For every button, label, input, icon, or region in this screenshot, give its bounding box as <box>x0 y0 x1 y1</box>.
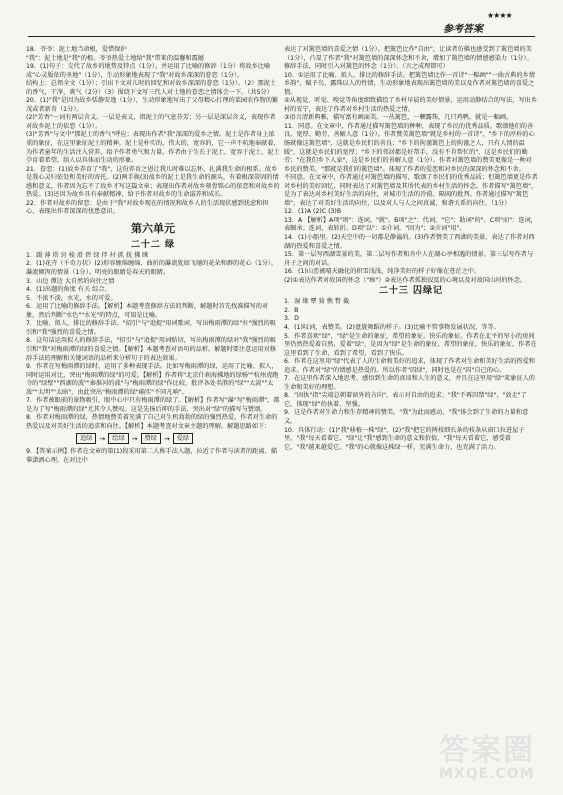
answer-paragraph: 22．作者对故乡的留恋：是由于"我"对故乡现在的情况和故乡人的生活现状感到忧虑和担心，表现出作者深深的忧患意识。 <box>26 199 269 216</box>
unit-title: 第六单元 <box>131 221 175 235</box>
answer-paragraph: 11．同意。在文章中，作者通过描写篱笆墙的种种，表现了乡民的优秀品质，歌颂他们的善良、宽厚、勤劳、善解人意（1分）。作者赞美篱笆墙"就是乡村的一首诗"，"乡下的淳朴的心肠就像这篱笆墙"，这就是乡民们的善良；"乡下的拘谨篱笆上的拘谨之人，只有人情的温暖"，这就是乡民们的宽厚；"乡下的邻居都是好帮手，没有不肯帮忙的"，这是乡民们的勤劳；"在我们乡下人家"，这是乡民们的善解人意（1分）。作者对篱笆墙的赞美更像是一种对乡民的赞美，"那就是我们的篱笆墙"。体现了作者的爱恋和对乡民的深深的怀念和不舍。 <box>284 122 535 173</box>
answer-paragraph: 8．这句话运用拟人的修辞手法，"招引"与"追捉"用词贴切，写出梅雨潭的绿对"我"强烈的吸引和"我"对梅雨潭的绿的喜爱之情。【解析】本题考查对语句的品析。解题时要注意运用对修辞手法的理解和关键词语的品析来分析句子的表达效果。 <box>26 337 277 362</box>
answer-paragraph: 9．作者在写梅雨潭的绿时，运用了多种表现手法。比如写梅雨潭的绿，运用了比喻、拟人，同时运用对比，突出"梅雨潭的绿"的可爱。【解析】作者将"北京什刹海拂地的绿杨""杭州虎跑寺的"绿壁""西湖的波""秦淮河的波"与"梅雨潭的绿"作比较，批评各处名胜的"绿""太淡""太浓""太明""太暗"，由此突出"梅雨潭的绿"确实"不同凡响"。 <box>26 363 279 396</box>
right-column <box>284 46 538 452</box>
lesson-23-title: 二十三 囚绿记 <box>378 286 444 297</box>
answer-paragraph: ③语言清新典雅，描写富有画面美。一丛篱笆，一颗露珠，几只鸡鸭，就是一幅画。 <box>284 114 513 122</box>
header-stars-icon: ★★★★ <box>487 11 512 20</box>
answer-paragraph: 1．蹑 薄 塔 窍 棱 滑 碧 绿 伴 衬 抓 抚 拂 睐 <box>26 251 149 259</box>
left-tail-paragraph-list <box>26 448 280 465</box>
answer-paragraph: 9．【答案示例】作者在文章的第(1)段采用第二人称手法入题，拉近了作者与读者的距离，描摹潇洒心理，在对比中 <box>26 448 277 464</box>
answer-paragraph: 1．湿 缘 覃 猗 憔 瞥 截 <box>284 298 350 306</box>
answer-paragraph: 2．B <box>284 306 299 314</box>
answer-paragraph: 4．(1)叹词，表赞美。(2)盘旋舞蹈的样子。(3)比喻不管事物发展状况，等等。 <box>284 323 500 331</box>
header-rule <box>28 36 535 37</box>
flow-step: 绘绿 <box>108 433 128 444</box>
answer-paragraph: 9．这是作者对生命力和生存精神的赞美，"我"为此而感动，"我"体会到了生命的力量和意义。 <box>284 409 529 425</box>
flow-step: 追绿 <box>76 433 96 444</box>
answer-paragraph: 6．运用了比喻的修辞手法。【解析】本题考查修辞方法的判断，解题时首先找准描写的对象，然后判断"水色""水光"的特点，可知是比喻。 <box>26 303 269 319</box>
right-paragraph-list <box>284 46 538 285</box>
answer-paragraph: 6．作者在这里用"绿"代表了人的生命和美好的追求，体现了作者对生命和美好生活的热爱和追求。作者对"绿"的情感是热爱的。所以作者"囚绿"，同时也是在"囚"自己的心。 <box>284 358 535 374</box>
answer-paragraph: 8．"固执"指"尖端总朝着窗外的方向"，表示对自由的追求；"我"不再囚禁"绿"，"放走"了它，体现"绿"的执着、坚强。 <box>284 392 527 408</box>
lesson-22-title: 二十二 绿 <box>130 239 176 250</box>
answer-paragraph: ②从视觉、听觉、嗅觉等角度细致描绘了乡村早晨的美好情景，运用动静结合的写法，写出乡村的安宁，表达了作者对乡村生活的热爱之情。 <box>284 97 538 113</box>
answer-paragraph: 18．爷爷：泥土地当命根，爱惜保护 <box>26 46 127 53</box>
left-column <box>26 46 280 466</box>
answer-paragraph: (2)①表达作者对故国的怀念（"痴"）②表达作者孤独寂寞的心境以及对故国山河的怀念。 <box>284 276 527 284</box>
lesson-23-paragraph-list <box>284 298 538 452</box>
flow-arrow-icon: → <box>131 434 138 443</box>
answer-paragraph: 8．作者对梅雨潭的绿，热情地赞美着充满了自己对生机勃勃的绿的强烈热爱，作者对生命的热爱以及对美好生活的追求和向往。【解析】本题考查对文章主题的理解。解题思路如下： <box>26 414 278 430</box>
watermark-top: 答案圈 <box>439 733 535 768</box>
answer-paragraph: "我"：泥土地是"我"的根。爷爷热爱土地给"我"带来的温馨和震撼 <box>26 54 204 62</box>
answer-paragraph: 10．具体行动：(1)"我"移植一株"绿"。(2)"我"把它的两枝细长条的枝条从窗口拉进屋子里，"我"每天看着它，"绿"让"我"感到生命的意义和价值，"我"每天看着它，感受着它，"我"越来越爱它。"我"的心就像这株绿一样，充满生命力，也充满了活力。 <box>284 426 525 451</box>
answer-paragraph: 结构上：总领全文（1分）；引出下文对儿时的回忆和对故乡深深的眷恋（1分）。（2）那泥土的香气，干净，爽气（2分）（3）围绕下文写三代人对土地的眷恋之情体会一下。（共5分） <box>26 80 277 96</box>
answer-paragraph: 3．D <box>284 315 299 323</box>
answer-paragraph: 15．第一层写西湖雪景的美。第二层写作者和舟中人在湖心亭相遇的情景。第三层写作者与舟子之间的对话。 <box>284 251 534 267</box>
answer-paragraph: 19．(1)句子：交代了故乡的地势及特点（1分）。并运用了比喻的修辞（1分）将故乡比喻成"心灵版依的圣地"（1分），生动形象地表现了"我"对故乡深深的眷恋（1分）。 <box>26 63 271 79</box>
answer-paragraph: 21．眷恋：(1)故乡养育了"我"，这份养育之恩让我儿时难以忘怀，扎满我生命的根系。故乡是我心灵归依处和美好的寄托。(2)两手换(3)故乡的泥土是我生命的源头，有着根深蒂固的情感和意义，作者因为忘不了故乡才写这篇文章；表现出作者对故乡刻骨铭心的依恋和对故乡的热爱。(3)还因为故乡具有奉献精神，给予作者对故乡的生命滋养和成长。 <box>26 165 280 199</box>
flow-arrow-icon: → <box>99 434 106 443</box>
answer-paragraph: 2．(1)花卉（千奇万状）(2)形容缠绵缠绵，曲折的瀑流犹如飞驰的花朵和群的花心（1分）。瀑流倾泻的情景（1分）。明亮的眼睛是春天的眼睛。 <box>26 260 278 277</box>
answer-paragraph: (3)"芳香"与文中"那泥土的香气"呼应；表现出作者"我"深深的爱乡之情。泥土是作者身上浓重的象征，在这里象征泥土的精神。泥土是朴实的，伟大的，宽容的，它一声不吭地奉献着，为作者童年的生活注入营养，给予作者勇气和力量。作者由于生长于泥土，宽容于泥土，泥土孕育着希望，给人以具体而生动的形象。 <box>26 131 280 165</box>
answer-paragraph: 10．①运用了比喻、拟人、排比的修辞手法。把篱笆墙比作一首诗"一幅画""一曲古典的乡情乡韵"，赋予鸟、露珠以人的性情，生动形象地表现出篱笆墙的美以及作者对篱笆墙的喜爱之情。 <box>284 71 535 96</box>
answer-paragraph: 5．不浓不淡，水光，水的可爱。 <box>26 294 117 302</box>
answer-paragraph: 14．(1)小船里。(2)天空中的一切都是静谧的。(3)作者赞美了西湖的美景，表达了作者对西湖的热爱和喜爱之情。 <box>284 234 535 250</box>
flow-step: 爱绿 <box>173 433 193 444</box>
answer-paragraph: 7．比喻、拟人、排比的修辞手法。"招引"与"追捉"用词歌词，写出梅雨潭的绿"有"强烈的吸引和"我"强烈的喜爱之情。 <box>26 320 276 336</box>
flow-step: 赞绿 <box>141 433 161 444</box>
answer-paragraph: 5．作者喜欢"绿"，"绿"是生命的象征，希望的象征，快乐的象征。作者在北平的窄小的房间里仍然热爱着自然，爱着"绿"，是因为"绿"是生命的象征，希望的象征，快乐的象征，作者在这里看到了生命，看到了希望，看到了快乐。 <box>284 332 537 357</box>
lesson-22-paragraph-list <box>26 252 280 431</box>
watermark-bottom: MXQE.COM <box>439 766 535 782</box>
answer-paragraph: 13．A 【解析】A项"则"：连词，"就"。B项"之"：代词，"它"；助词"的"。C项"而"：连词，表顺承；连词，表转折。D项"以"：①介词，"因为"；②介词"用"。 <box>284 216 537 233</box>
answer-paragraph: (2)"芳香"一词有两层含义。一层是表义，指泥土的气息芬芳；另一层是深层含义，表现作者对故乡泥土的依恋（1分）。 <box>26 114 276 130</box>
answer-paragraph: 20．(1)"我"是因为故乡恬静安逸（1分），生动形象地写出了父母精心打理的菜园农作物的繁茂或者新奇（1分）。 <box>26 97 279 113</box>
answer-paragraph: 3．山边 潭边 大自然的向往之情 <box>26 277 115 285</box>
flow-arrow-icon: → <box>163 434 170 443</box>
left-paragraph-list <box>26 46 280 217</box>
header-title: 参考答案 <box>443 24 483 35</box>
answer-paragraph: 7．作者被眼前的景物吸引，眼中心中只有梅雨潭的绿了。【解析】作者写"瀑"写"梅雨潭"，都是为了写"梅雨潭的绿"尤其令人赞叹。这是先扬后抑的手法，突出对"绿"的描写与赞颂。 <box>26 397 280 413</box>
answer-paragraph: 7．在这里作者深入地思考，感悟到生命的真谛和人生的意义，并且在这里用"绿"来象征人的生命和美好的理想。 <box>284 375 535 391</box>
flow-diagram <box>76 433 280 444</box>
answer-paragraph: 16．(1)山峦被晴天融化的积雪浅浅，纯净美好的样子好像在苍茫之中。 <box>284 268 481 276</box>
watermark-logo <box>439 735 549 785</box>
answer-paragraph: 12．(1)A (2)C (3)B <box>284 208 342 216</box>
page-header <box>0 0 563 44</box>
answer-paragraph: 不同意。在文章中，作者通过对篱笆墙的描写，歌颂了乡民们的优秀品质；但篱笆墙更是作者对乡村的美好回忆，同时表达了对篱笆墙及其所代表的乡村生活的怀念。作者描写"篱笆墙"，是为了表达对乡村美好生活的向往，对城市生活的冷漠、隔阂的批判。作者通过描写"篱笆墙"，表达了对美好生活的向往，以及对人与人之间真诚、和谐关系的向往。（1分） <box>284 174 538 207</box>
answer-paragraph: 表达了对篱笆墙的喜爱之情（1分）。把篱笆比作"自由"，让读者仿佛也感受到了篱笆墙的美（1分），凸显了作者"我"对篱笆墙的深深怀念和不舍，增加了篱笆墙的情感感染力（1分）。修辞手法，同时引入对篱笆的怀念（1分）。（言之成理即可） <box>284 46 533 71</box>
answer-paragraph: 4．(1)出题的角度 有关 综合。 <box>26 286 111 294</box>
